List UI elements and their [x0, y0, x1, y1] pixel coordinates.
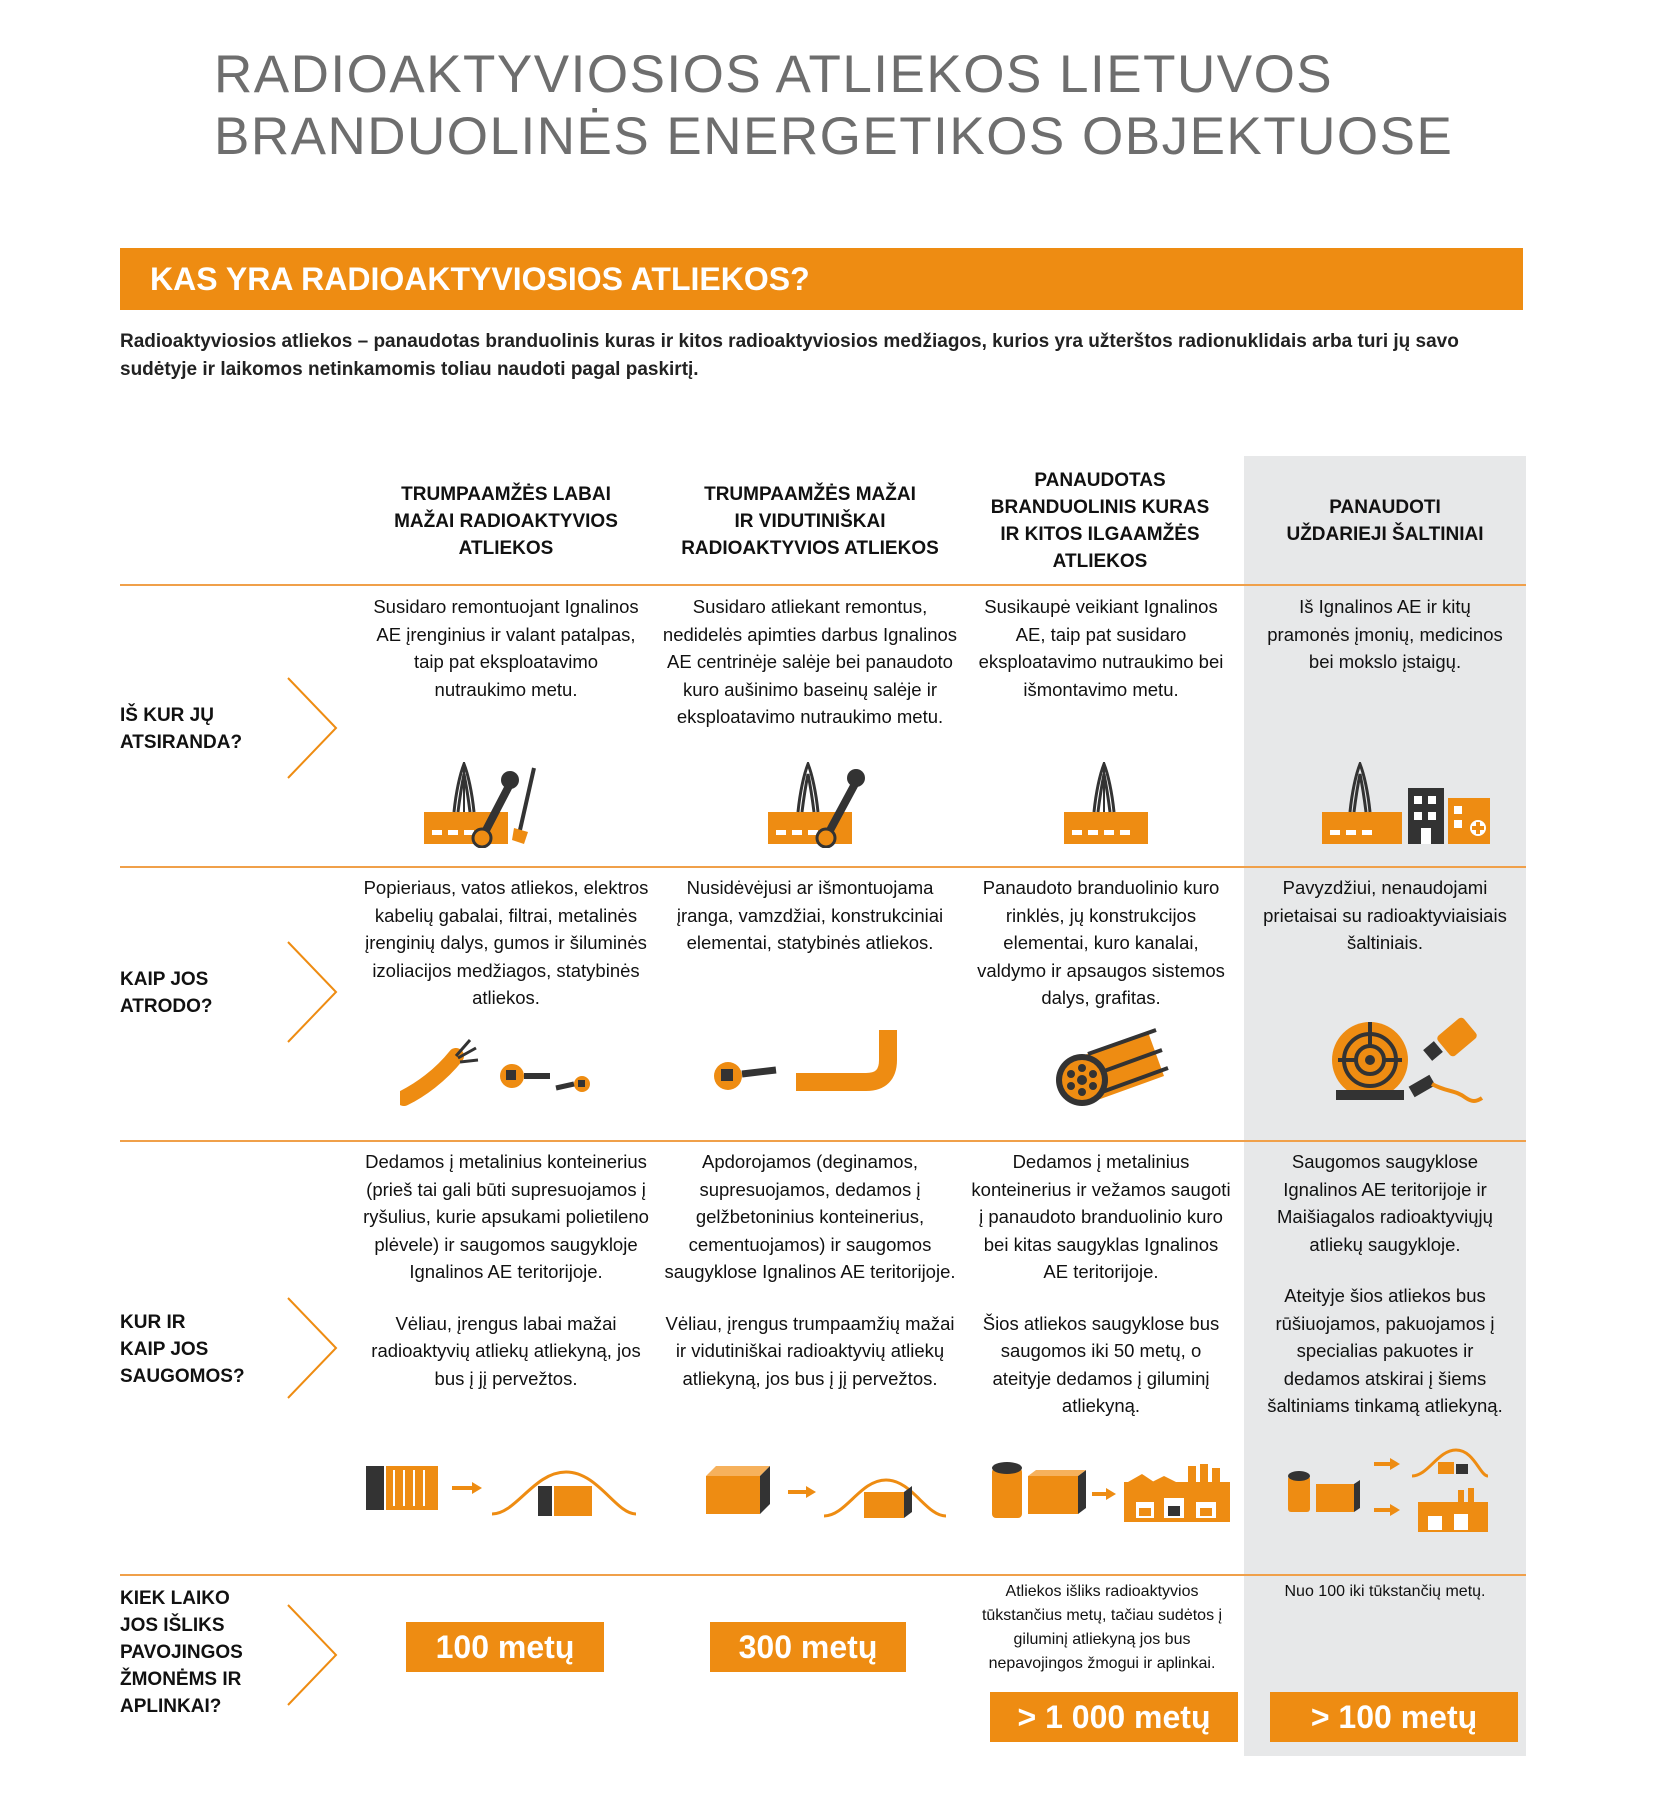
sources-sorting-icon [1288, 1440, 1488, 1536]
cell-storage-spent-fuel: Dedamos į metalinius konteinerius ir vežamos saugoti į panaudoto branduolinio kuro bei kitas saugyklas Ignalinos AE teritorijoje. Šios atliekos saugyklose bus saugomos iki 50 metų, o ateityje dedamos į giluminį atliekyną. [971, 1151, 1231, 1416]
reactor-with-tools-icon [424, 762, 550, 848]
row-label-hazard-duration: KIEK LAIKO JOS IŠLIKS PAVOJINGOS ŽMONĖMS IR APLINKAI? [120, 1588, 243, 1717]
reactor-with-wrench-icon [768, 762, 868, 848]
cell-appearance-low-intermediate: Nusidėvėjusi ar išmontuojama įranga, vamzdžiai, konstrukciniai elementai, statybinės atliekos. [676, 877, 944, 953]
reactor-city-hospital-icon [1322, 762, 1492, 848]
column-header-sealed-sources: PANAUDOTI UŽDARIEJI ŠALTINIAI [1286, 497, 1484, 545]
cell-origin-very-low: Susidaro remontuojant Ignalinos AE įrenginius ir valant patalpas, taip pat eksploatavimo nutraukimo metu. [373, 596, 639, 700]
cell-origin-spent-fuel: Susikaupė veikiant Ignalinos AE, taip pat susidaro eksploatavimo nutraukimo bei išmontavimo metu. [978, 596, 1224, 700]
title-line-1: RADIOAKTYVIOSIOS ATLIEKOS LIETUVOS [214, 45, 1334, 104]
cell-origin-sealed-sources: Iš Ignalinos AE ir kitų pramonės įmonių, medicinos bei mokslo įstaigų. [1267, 596, 1503, 672]
duration-badge-very-low: 100 metų [406, 1622, 604, 1672]
cell-appearance-sealed-sources: Pavyzdžiui, nenaudojami prietaisai su radioaktyviaisiais šaltiniais. [1263, 877, 1507, 953]
row-divider [120, 1140, 1526, 1142]
cell-appearance-very-low: Popieriaus, vatos atliekos, elektros kabelių gabalai, filtrai, metalinės įrenginių dalys, gumos ir šiluminės izoliacijos medžiagos, statybinės atliekos. [363, 877, 649, 1008]
intro-text: Radioaktyviosios atliekos – panaudotas branduolinis kuras ir kitos radioaktyviosios medžiagos, kurios yra užterštos radionuklidais arba turi jų savo sudėtyje ir laikomos netinkamomis toliau naudoti pagal paskirtį. [120, 331, 1459, 380]
radiation-devices-icon [1326, 1010, 1496, 1110]
cell-storage-sealed-sources: Saugomos saugyklose Ignalinos AE teritorijoje ir Maišiagalos radioaktyviųjų atliekų saugykloje. Ateityje šios atliekos bus rūšiuojamos, pakuojamos į specialias pakuotes ir dedamos atskirai į šiems šaltiniams tinkamą atliekyną. [1267, 1151, 1503, 1416]
column-header-spent-fuel: PANAUDOTAS BRANDUOLINIS KURAS IR KITOS ILGAAMŽĖS ATLIEKOS [990, 470, 1210, 572]
cell-storage-low-intermediate: Apdorojamos (deginamos, supresuojamos, dedamos į gelžbetoninius konteinerius, cementuojamos) ir saugomos saugyklose Ignalinos AE teritorijoje. Vėliau, įrengus trumpaamžių mažai ir vidutiniškai radioaktyvių atliekų atliekyną, jos bus į jį pervežtos. [664, 1151, 956, 1389]
bolt-and-pipe-icon [706, 1026, 906, 1106]
chevron-right-icon [284, 676, 340, 780]
duration-badge-sealed-sources: > 100 metų [1270, 1692, 1518, 1742]
cell-storage-very-low: Dedamos į metalinius konteinerius (prieš tai gali būti supresuojamos į ryšulius, kurie apsukami polietileno plėvele) ir saugomos saugykloje Ignalinos AE teritorijoje. Vėliau, įrengus labai mažai radioaktyvių atliekų atliekyną, jos bus į jį pervežtos. [363, 1151, 649, 1389]
reactor-icon [1064, 762, 1150, 848]
column-header-low-intermediate-level: TRUMPAAMŽĖS MAŽAI IR VIDUTINIŠKAI RADIOAKTYVIOS ATLIEKOS [681, 484, 939, 559]
fuel-assembly-icon [1052, 1026, 1176, 1110]
title-line-2: BRANDUOLINĖS ENERGETIKOS OBJEKTUOSE [214, 107, 1454, 166]
duration-badge-low-intermediate: 300 metų [710, 1622, 906, 1672]
cell-origin-low-intermediate: Susidaro atliekant remontus, nedidelės apimties darbus Ignalinos AE centrinėje salėje bei panaudoto kuro aušinimo baseinų salėje ir eksploatavimo nutraukimo metu. [662, 596, 958, 727]
note-spent-fuel: Atliekos išliks radioaktyvios tūkstančius metų, tačiau sudėtos į giluminį atliekyną jos bus nepavojingos žmogui ir aplinkai. [981, 1583, 1223, 1672]
note-sealed-sources: Nuo 100 iki tūkstančių metų. [1284, 1583, 1486, 1600]
box-to-repository-icon [706, 1466, 946, 1522]
chevron-right-icon [284, 1603, 340, 1707]
row-divider [120, 866, 1526, 868]
section-heading: KAS YRA RADIOAKTYVIOSIOS ATLIEKOS? [120, 248, 1523, 310]
row-label-appearance: KAIP JOS ATRODO? [120, 969, 213, 1017]
cell-appearance-spent-fuel: Panaudoto branduolinio kuro rinklės, jų konstrukcijos elementai, kuro kanalai, valdymo ir apsaugos sistemos dalys, grafitas. [977, 877, 1225, 1008]
cask-to-deep-repository-icon [992, 1446, 1232, 1526]
duration-badge-spent-fuel: > 1 000 metų [990, 1692, 1238, 1742]
chevron-right-icon [284, 1296, 340, 1400]
row-divider [120, 1574, 1526, 1576]
row-label-origin: IŠ KUR JŲ ATSIRANDA? [120, 705, 243, 753]
container-to-repository-icon [366, 1452, 636, 1522]
chevron-right-icon [284, 940, 340, 1044]
row-divider [120, 584, 1526, 586]
page-title [214, 44, 1514, 168]
column-header-very-low-level: TRUMPAAMŽĖS LABAI MAŽAI RADIOAKTYVIOS ATLIEKOS [394, 484, 618, 559]
row-label-storage: KUR IR KAIP JOS SAUGOMOS? [120, 1312, 245, 1387]
cable-and-bolts-icon [400, 1036, 600, 1106]
